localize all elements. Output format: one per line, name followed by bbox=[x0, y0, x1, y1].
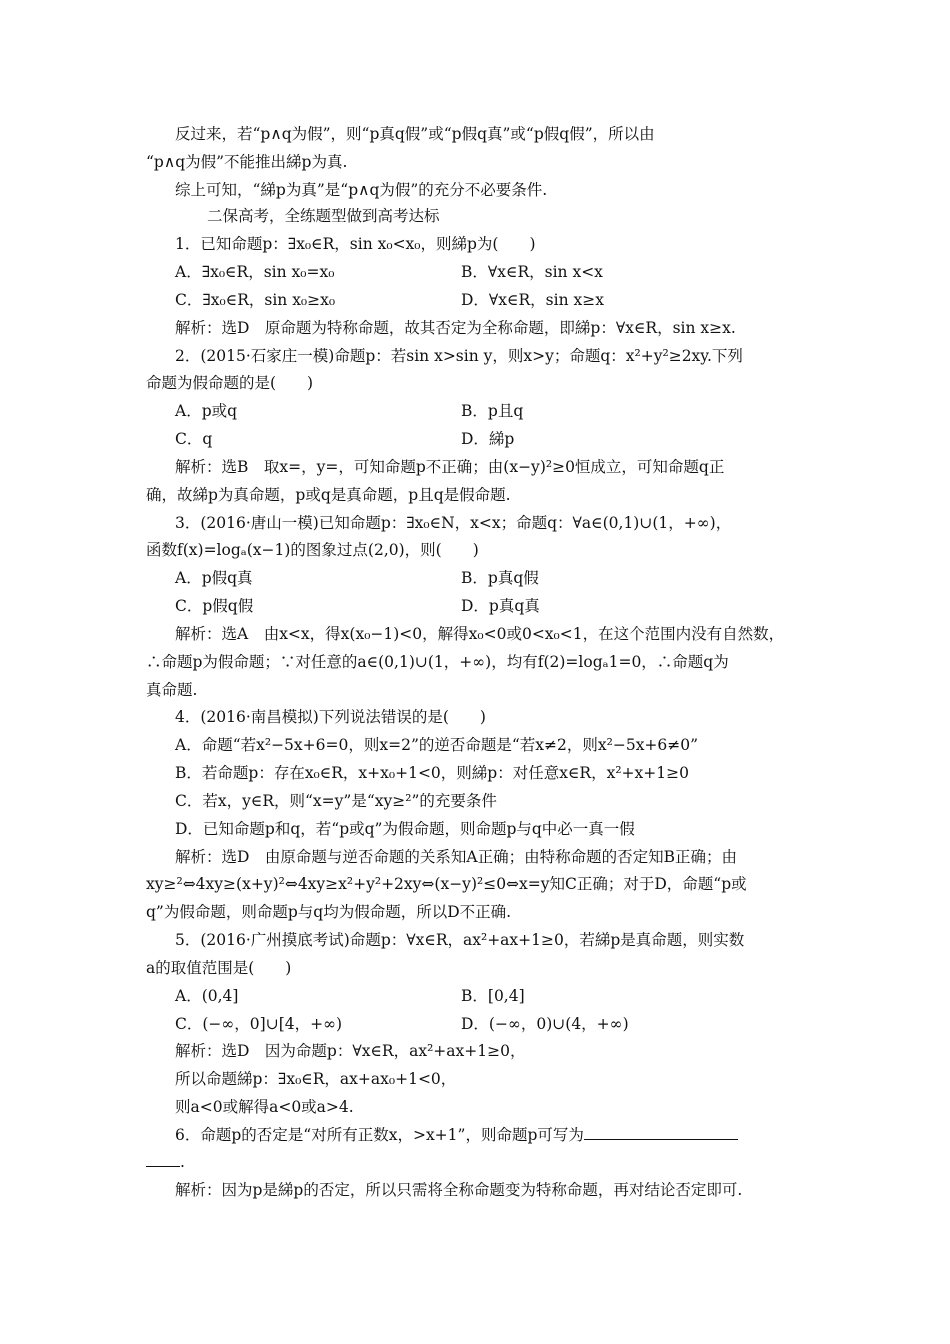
question-4-stem: 4．(2016·南昌模拟)下列说法错误的是( ) bbox=[175, 708, 486, 726]
question-2-stem-cont: 命题为假命题的是( ) bbox=[146, 374, 314, 392]
question-6-text: 6．命题p的否定是“对所有正数x，>x+1”，则命题p可写为 bbox=[175, 1126, 584, 1144]
option-C: C．若x，y∈R，则“x=y”是“xy≥²”的充要条件 bbox=[175, 792, 497, 810]
question-6-end: . bbox=[180, 1153, 185, 1171]
answer-explanation-cont: 真命题. bbox=[146, 681, 198, 699]
answer-explanation: 解析：选D 由原命题与逆否命题的关系知A正确；由特称命题的否定知B正确；由 bbox=[175, 848, 738, 866]
option-B: B．p真q假 bbox=[461, 569, 539, 587]
answer-explanation-cont: q”为假命题，则命题p与q均为假命题，所以D不正确. bbox=[146, 903, 512, 921]
question-1-stem: 1．已知命题p：∃x₀∈R，sin x₀<x₀，则綈p为( ) bbox=[175, 235, 536, 253]
option-C: C．q bbox=[175, 430, 213, 448]
option-C: C．p假q假 bbox=[175, 597, 254, 615]
option-B: B．p且q bbox=[461, 402, 524, 420]
option-A: A．∃x₀∈R，sin x₀=x₀ bbox=[175, 263, 335, 281]
option-C: C．(−∞，0]∪[4，+∞) bbox=[175, 1015, 343, 1033]
question-2-stem: 2．(2015·石家庄一模)命题p：若sin x>sin y，则x>y；命题q：x²+y²≥2xy.下列 bbox=[175, 347, 743, 365]
answer-explanation-cont: 确，故綈p为真命题，p或q是真命题，p且q是假命题. bbox=[146, 486, 511, 504]
option-A: A．p或q bbox=[175, 402, 238, 420]
question-5-stem-cont: a的取值范围是( ) bbox=[146, 959, 292, 977]
option-D: D．綈p bbox=[461, 430, 515, 448]
option-D: D．∀x∈R，sin x≥x bbox=[461, 291, 604, 309]
question-6-stem-cont bbox=[146, 1152, 185, 1172]
answer-explanation-cont: 所以命题綈p：∃x₀∈R，ax+ax₀+1<0， bbox=[175, 1070, 457, 1088]
question-6-stem bbox=[175, 1125, 738, 1145]
text-line: “p∧q为假”不能推出綈p为真. bbox=[146, 153, 348, 171]
option-B: B．若命题p：存在x₀∈R，x+x₀+1<0，则綈p：对任意x∈R，x²+x+1≥0 bbox=[175, 764, 689, 782]
answer-blank bbox=[146, 1152, 180, 1167]
answer-explanation: 解析：选D 原命题为特称命题，故其否定为全称命题，即綈p：∀x∈R，sin x≥x. bbox=[175, 319, 736, 337]
option-D: D．已知命题p和q，若“p或q”为假命题，则命题p与q中必一真一假 bbox=[175, 820, 635, 838]
option-A: A．p假q真 bbox=[175, 569, 253, 587]
option-D: D．p真q真 bbox=[461, 597, 540, 615]
question-5-stem: 5．(2016·广州摸底考试)命题p：∀x∈R，ax²+ax+1≥0，若綈p是真命题，则实数 bbox=[175, 931, 745, 949]
option-B: B．∀x∈R，sin x<x bbox=[461, 263, 603, 281]
answer-explanation-cont: xy≥²⇔4xy≥(x+y)²⇔4xy≥x²+y²+2xy⇔(x−y)²≤0⇔x=y知C正确；对于D，命题“p或 bbox=[146, 875, 747, 893]
question-3-stem-cont: 函数f(x)=logₐ(x−1)的图象过点(2,0)，则( ) bbox=[146, 541, 479, 559]
answer-explanation-cont: ∴命题p为假命题；∵对任意的a∈(0,1)∪(1，+∞)，均有f(2)=logₐ1=0，∴命题q为 bbox=[146, 653, 729, 671]
option-B: B．[0,4] bbox=[461, 987, 525, 1005]
option-A: A．命题“若x²−5x+6=0，则x=2”的逆否命题是“若x≠2，则x²−5x+6≠0” bbox=[175, 736, 699, 754]
answer-explanation: 解析：选B 取x=，y=，可知命题p不正确；由(x−y)²≥0恒成立，可知命题q正 bbox=[175, 458, 725, 476]
text-line: 反过来，若“p∧q为假”，则“p真q假”或“p假q真”或“p假q假”，所以由 bbox=[175, 125, 655, 143]
option-A: A．(0,4] bbox=[175, 987, 239, 1005]
section-heading: 二保高考，全练题型做到高考达标 bbox=[207, 207, 440, 225]
text-line: 综上可知，“綈p为真”是“p∧q为假”的充分不必要条件. bbox=[175, 181, 548, 199]
answer-explanation: 解析：选A 由x<x，得x(x₀−1)<0，解得x₀<0或0<x₀<1，在这个范围内没有自然数， bbox=[175, 625, 785, 643]
answer-explanation: 解析：选D 因为命题p：∀x∈R，ax²+ax+1≥0， bbox=[175, 1042, 526, 1060]
answer-blank bbox=[584, 1125, 738, 1140]
answer-explanation-cont: 则a<0或解得a<0或a>4. bbox=[175, 1098, 354, 1116]
question-3-stem: 3．(2016·唐山一模)已知命题p：∃x₀∈N，x<x；命题q：∀a∈(0,1)∪(1，+∞)， bbox=[175, 514, 732, 532]
option-D: D．(−∞，0)∪(4，+∞) bbox=[461, 1015, 629, 1033]
option-C: C．∃x₀∈R，sin x₀≥x₀ bbox=[175, 291, 336, 309]
answer-explanation: 解析：因为p是綈p的否定，所以只需将全称命题变为特称命题，再对结论否定即可. bbox=[175, 1181, 743, 1199]
